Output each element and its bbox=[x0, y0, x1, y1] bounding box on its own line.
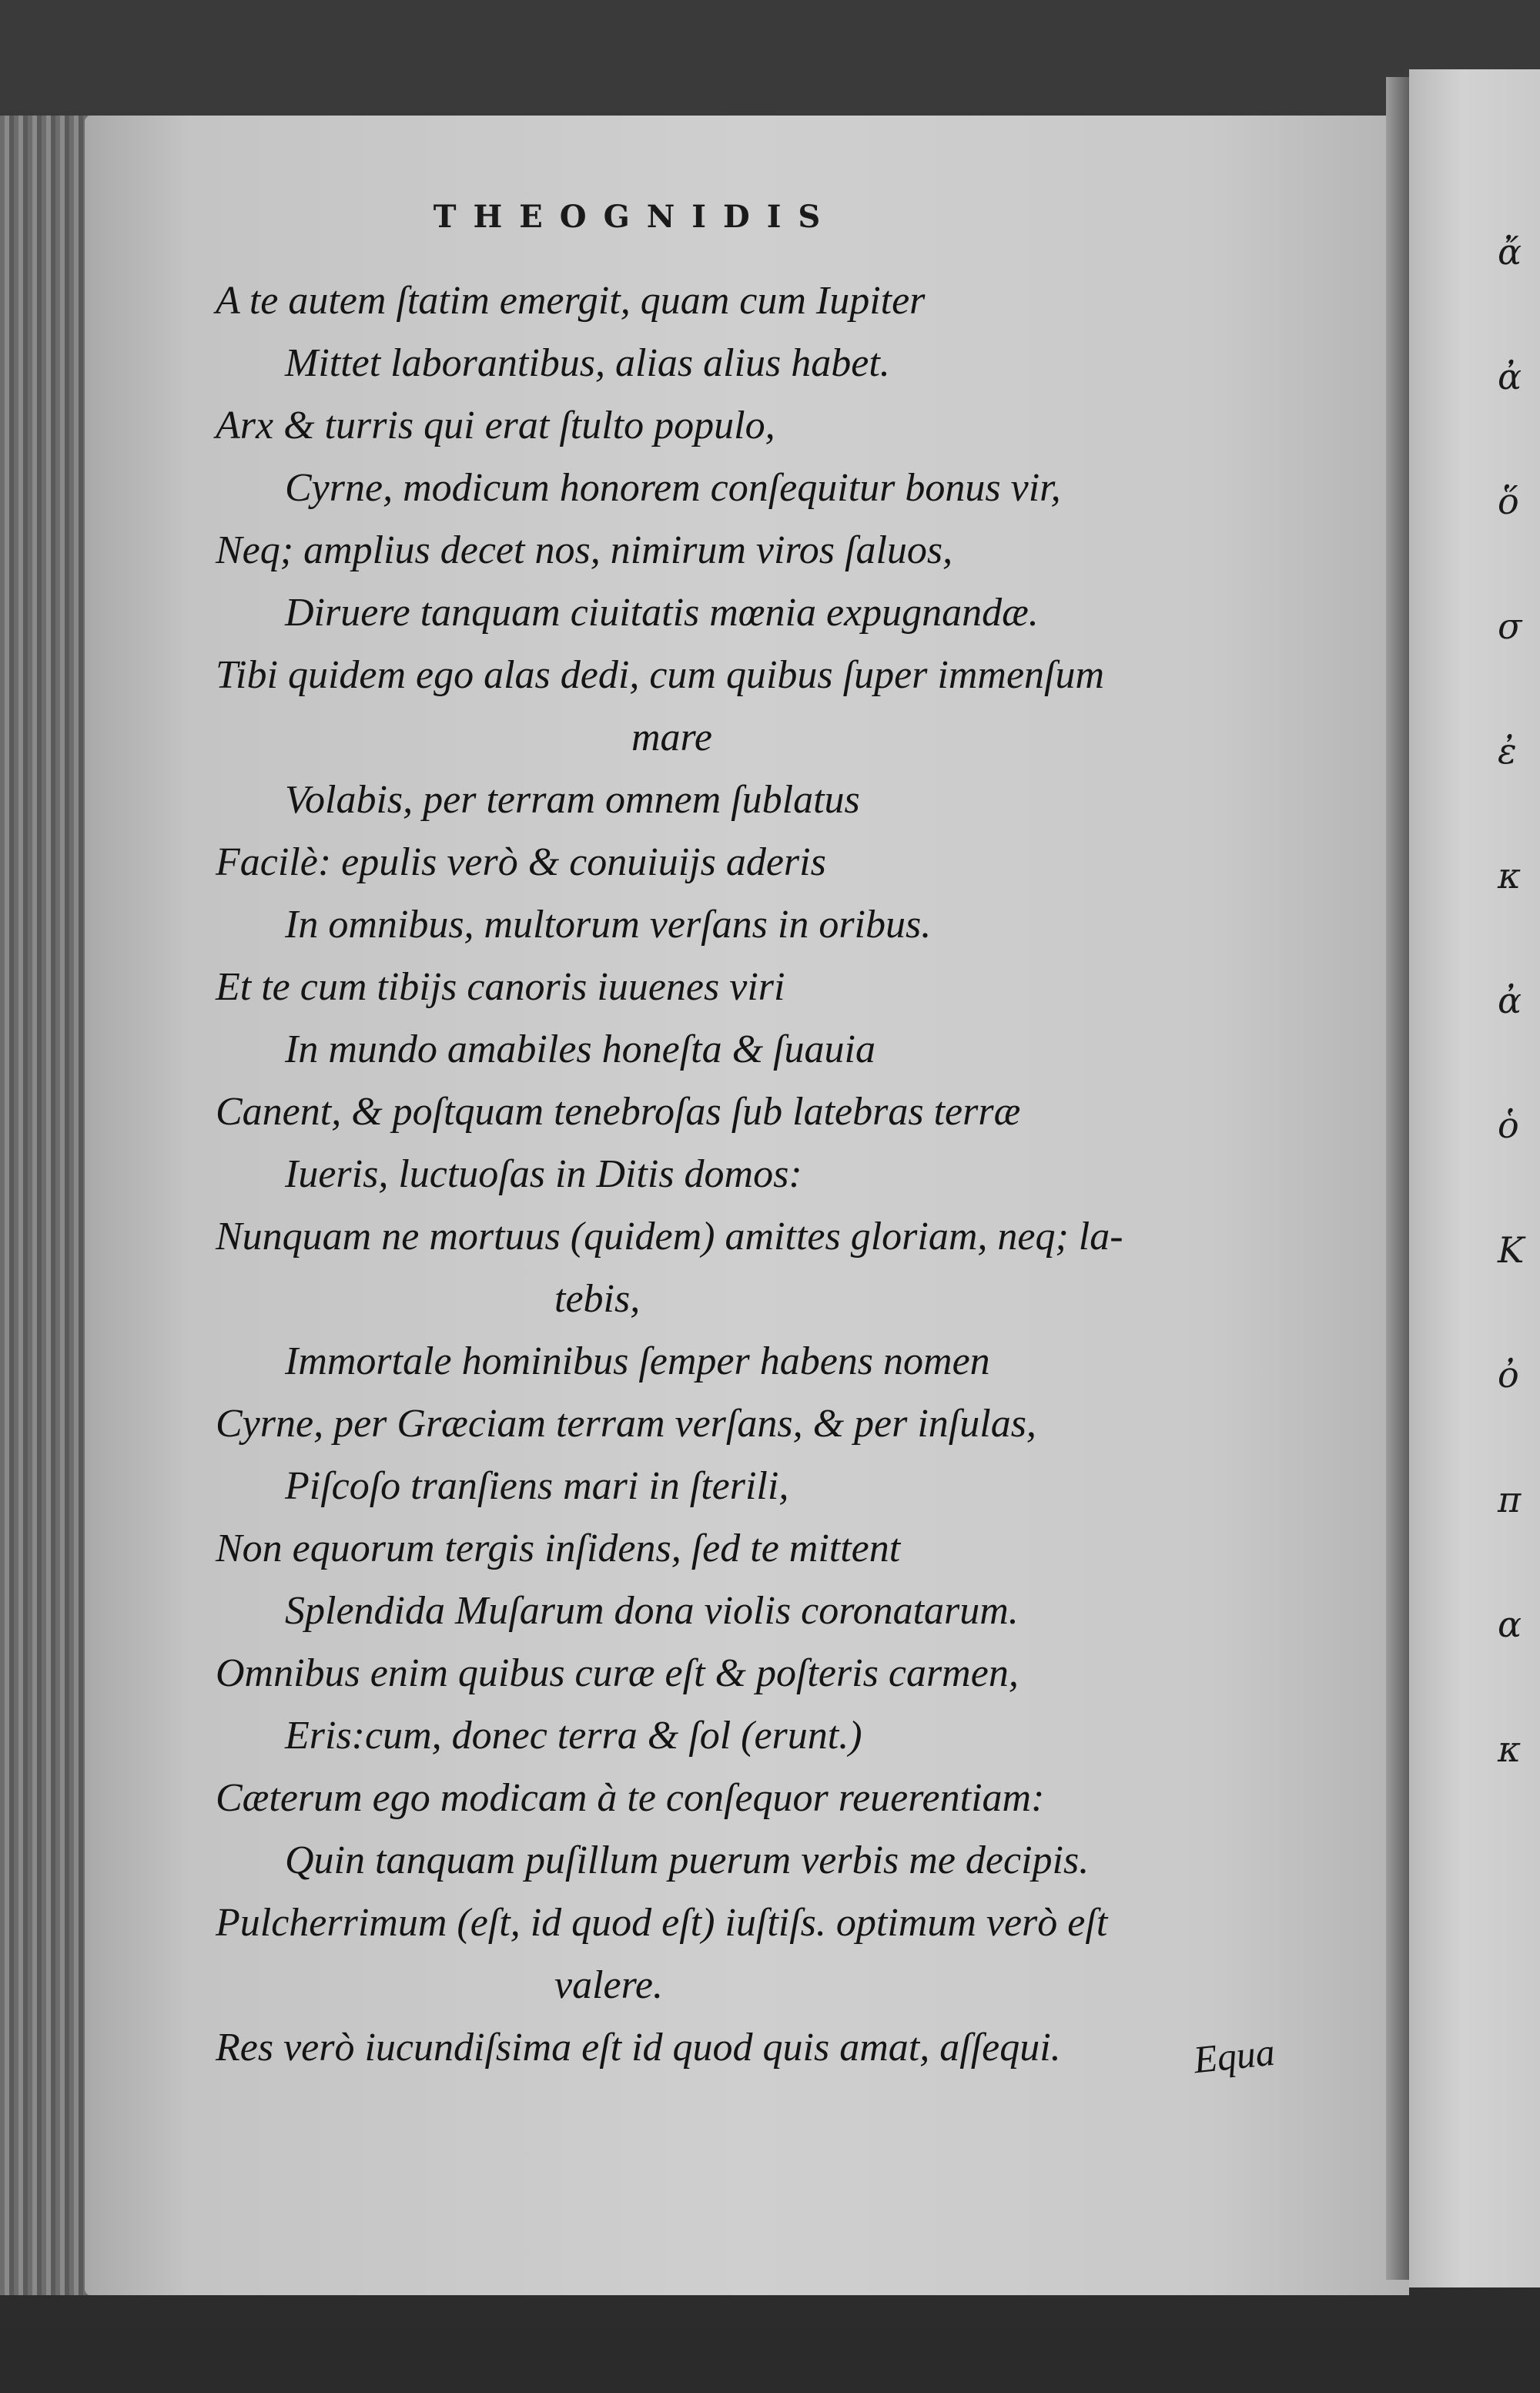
verse-line: Et te cum tibijs canoris iuuenes viri bbox=[216, 965, 785, 1009]
facing-fragment: ἐ bbox=[1498, 730, 1517, 772]
running-title: THEOGNIDIS bbox=[433, 199, 838, 235]
verse-line: Immortale hominibus ſemper habens nomen bbox=[285, 1339, 990, 1383]
facing-fragment: σ bbox=[1498, 605, 1522, 647]
verse-line: Res verò iucundiſsima eſt id quod quis amat, aſſequi. bbox=[216, 2026, 1061, 2070]
catchword: Equa bbox=[1191, 2029, 1277, 2082]
verse-line: Quin tanquam puſillum puerum verbis me decipis. bbox=[285, 1838, 1090, 1882]
verse-line: Cyrne, per Græciam terram verſans, & per inſulas, bbox=[216, 1402, 1036, 1446]
verse-line: Eris:cum, donec terra & ſol (erunt.) bbox=[285, 1714, 862, 1758]
verse-line: In mundo amabiles honeſta & ſuauia bbox=[285, 1027, 875, 1071]
facing-fragment: Κ bbox=[1498, 1229, 1525, 1271]
verse-line: Omnibus enim quibus curæ eſt & poſteris carmen, bbox=[216, 1651, 1019, 1695]
facing-fragment: κ bbox=[1498, 1728, 1522, 1770]
verse-line: Volabis, per terram omnem ſublatus bbox=[285, 778, 860, 822]
facing-fragment: ὁ bbox=[1498, 1104, 1519, 1146]
verse-line: Splendida Muſarum dona violis coronatarum. bbox=[285, 1589, 1019, 1633]
verse-line: A te autem ſtatim emergit, quam cum Iupiter bbox=[216, 279, 926, 323]
verse-line: Iueris, luctuoſas in Ditis domos: bbox=[285, 1152, 802, 1196]
verse-line: mare bbox=[631, 716, 712, 759]
verse-line: valere. bbox=[554, 1963, 663, 2007]
verse-line: Pulcherrimum (eſt, id quod eſt) iuſtiſs. optimum verò eſt bbox=[216, 1901, 1108, 1945]
verse-line: tebis, bbox=[554, 1277, 641, 1321]
page-edges bbox=[0, 116, 92, 2295]
facing-fragment: π bbox=[1498, 1479, 1522, 1520]
verse-line: In omnibus, multorum verſans in oribus. bbox=[285, 903, 932, 947]
verse-line: Neq; amplius decet nos, nimirum viros ſaluos, bbox=[216, 528, 953, 572]
facing-fragment: ἀ bbox=[1498, 980, 1522, 1021]
facing-fragment: α bbox=[1498, 1604, 1522, 1645]
verse-line: Facilè: epulis verò & conuiuijs aderis bbox=[216, 840, 826, 884]
verse-line: Tibi quidem ego alas dedi, cum quibus ſuper immenſum bbox=[216, 653, 1105, 697]
verse-line: Non equorum tergis inſidens, ſed te mittent bbox=[216, 1527, 901, 1570]
verse-line: Piſcoſo tranſiens mari in ſterili, bbox=[285, 1464, 789, 1508]
verse-line: Arx & turris qui erat ſtulto populo, bbox=[216, 404, 775, 447]
verse-line: Diruere tanquam ciuitatis mœnia expugnandæ. bbox=[285, 591, 1039, 635]
verse-line: Cæterum ego modicam à te conſequor reuerentiam: bbox=[216, 1776, 1045, 1820]
facing-fragment: κ bbox=[1498, 855, 1522, 897]
facing-fragment: ἄ bbox=[1498, 231, 1522, 273]
facing-fragment: ἀ bbox=[1498, 356, 1522, 397]
verse-line: Canent, & poſtquam tenebroſas ſub latebras terræ bbox=[216, 1090, 1021, 1134]
facing-page-fragments bbox=[1498, 231, 1540, 1853]
facing-fragment: ὅ bbox=[1498, 481, 1519, 522]
verse-line: Nunquam ne mortuus (quidem) amittes gloriam, neq; la- bbox=[216, 1215, 1123, 1259]
verse-line: Cyrne, modicum honorem conſequitur bonus vir, bbox=[285, 466, 1061, 510]
verse-text bbox=[216, 270, 1324, 2079]
verse-line: Mittet laborantibus, alias alius habet. bbox=[285, 341, 890, 385]
facing-fragment: ὀ bbox=[1498, 1354, 1519, 1396]
